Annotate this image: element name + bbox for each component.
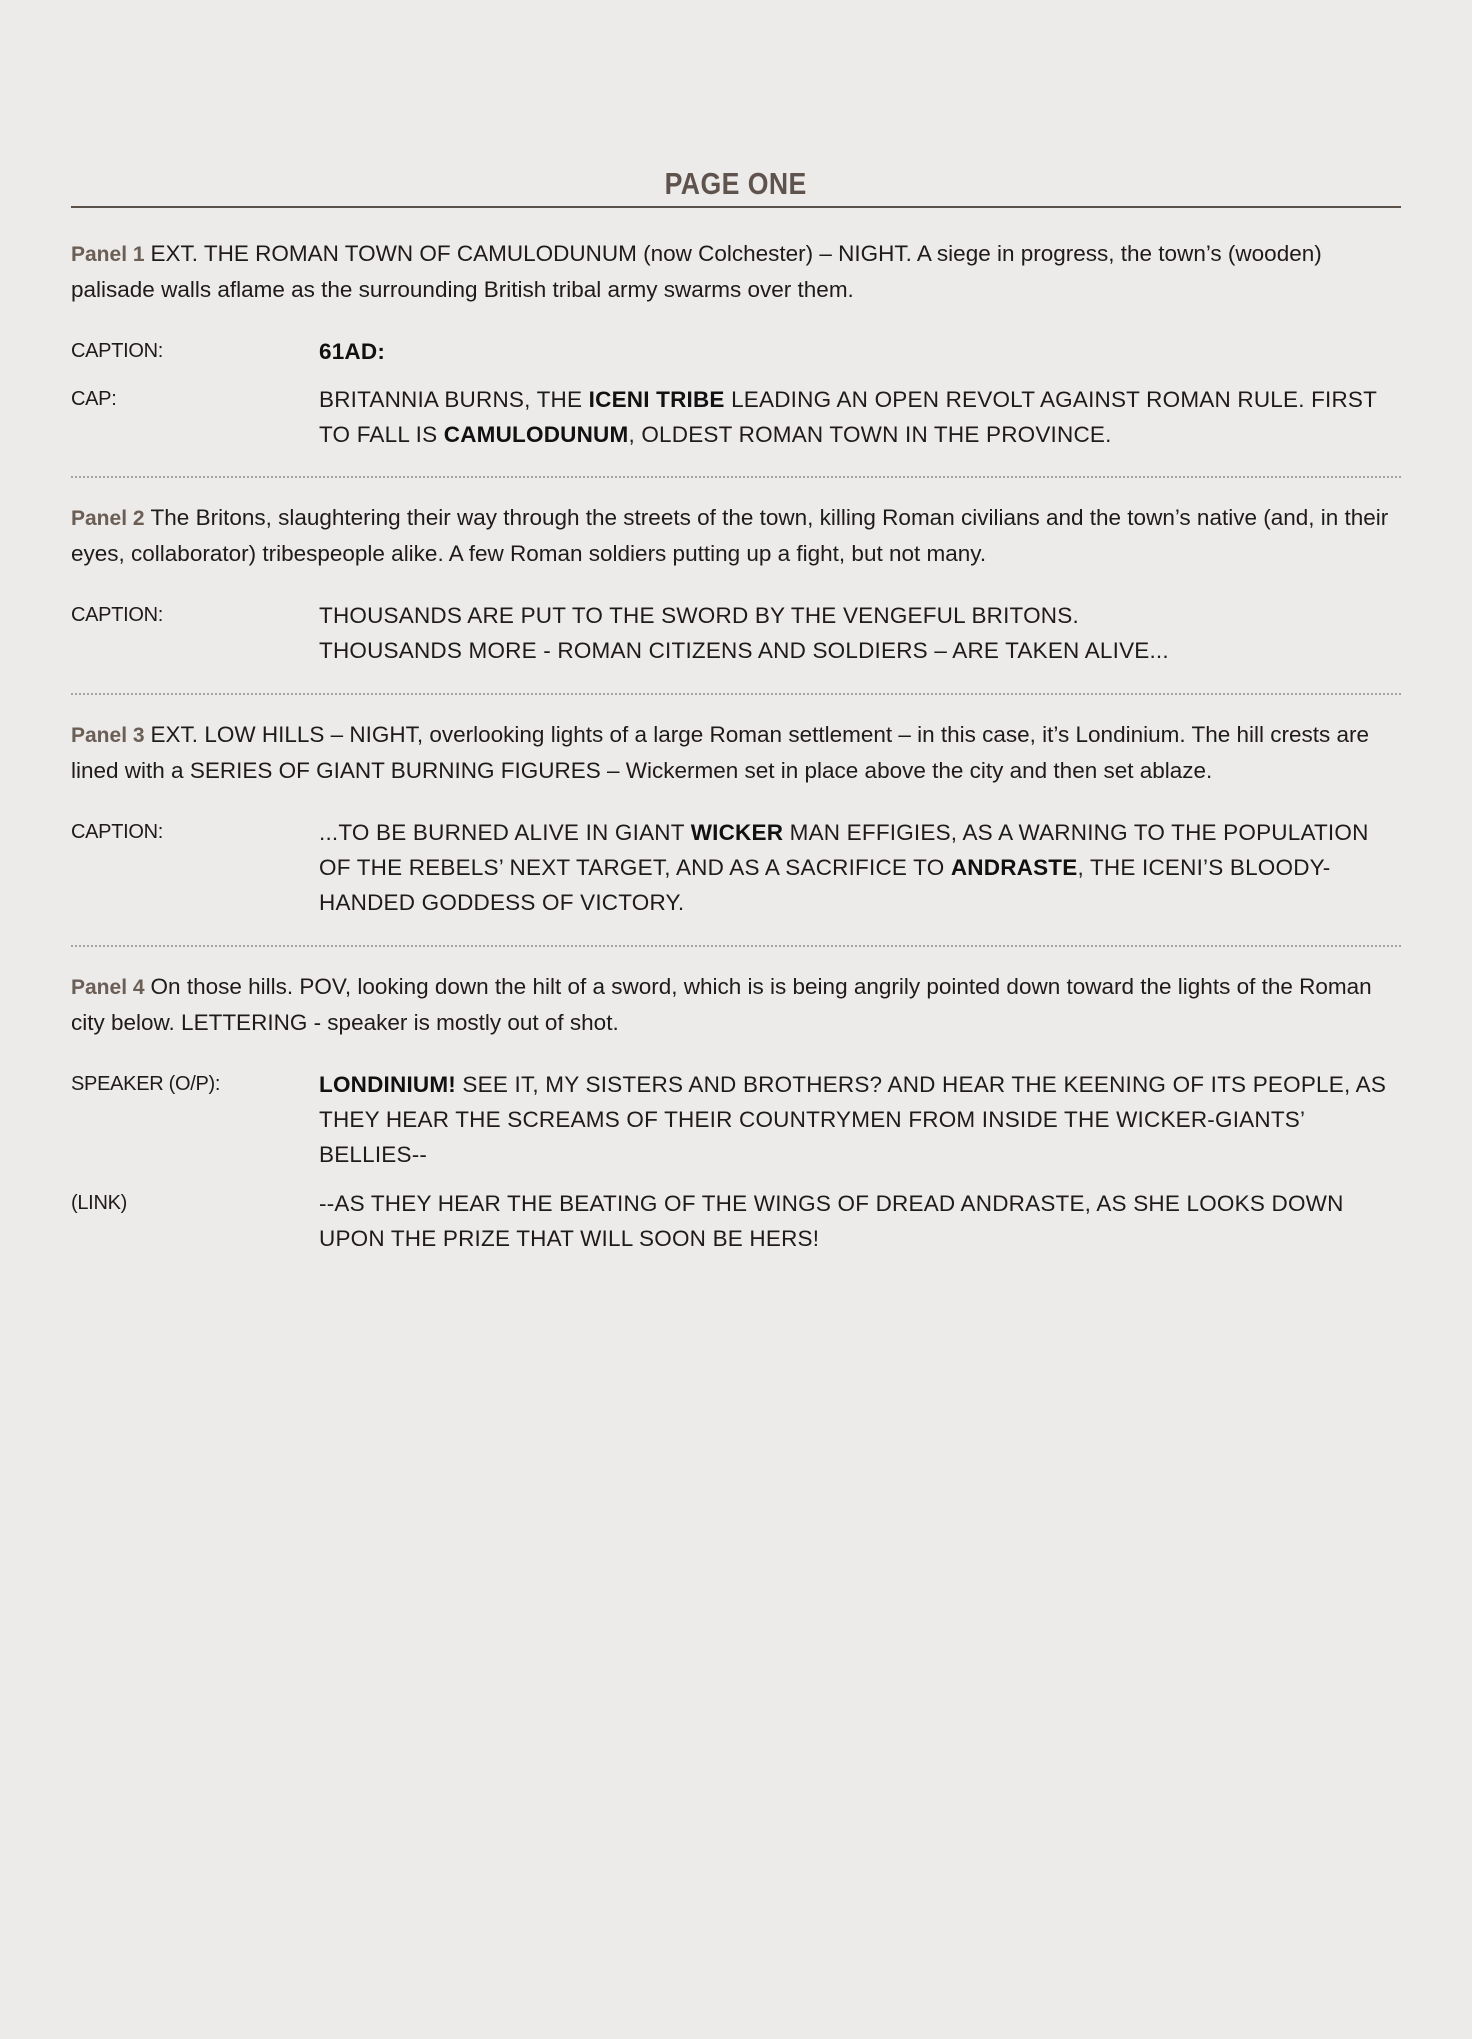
speaker-label: CAP:	[71, 388, 117, 410]
panel-label: Panel 4	[71, 976, 145, 999]
line-text	[319, 815, 1401, 920]
script-line	[71, 382, 1401, 452]
page-title: PAGE ONE	[664, 166, 808, 201]
line-text-part: ...TO BE BURNED ALIVE IN GIANT	[319, 820, 691, 845]
speaker-label: (LINK)	[71, 1192, 127, 1214]
line-text-part: 61AD:	[319, 339, 386, 364]
line-text-part: LONDINIUM!	[319, 1072, 456, 1097]
panel-label: Panel 1	[71, 243, 145, 266]
line-text-part: SEE IT, MY SISTERS AND BROTHERS? AND HEAR THE KEENING OF ITS PEOPLE, AS THEY HEAR THE SCREAMS OF THEIR COUNTRYMEN FROM INSIDE THE WICKER-GIANTS’ BELLIES--	[319, 1072, 1387, 1167]
speaker-label: CAPTION:	[71, 821, 164, 843]
page-header	[71, 164, 1401, 208]
panel-description	[71, 236, 1401, 307]
line-text-part: MAN EFFIGIES, AS A WARNING TO THE POPULATION OF THE REBELS’ NEXT TARGET, AND AS A SACRIFICE TO	[319, 820, 1369, 880]
script-line	[71, 815, 1401, 920]
line-text	[319, 334, 1401, 369]
line-text-part: , OLDEST ROMAN TOWN IN THE PROVINCE.	[628, 422, 1112, 447]
speaker-label: CAPTION:	[71, 340, 164, 362]
line-text	[319, 1186, 1401, 1256]
line-text-part: CAMULODUNUM	[443, 422, 629, 447]
speaker-label: SPEAKER (O/P):	[71, 1073, 221, 1095]
panel-description-text: On those hills. POV, looking down the hilt of a sword, which is is being angrily pointed down toward the lights of the Roman city below. LETTERING - speaker is mostly out of shot.	[71, 974, 1372, 1035]
panel-description	[71, 969, 1401, 1040]
line-text-part: ANDRASTE	[950, 855, 1078, 880]
script-content	[71, 236, 1401, 1256]
script-line	[71, 1186, 1401, 1256]
line-text-part: LEADING AN OPEN REVOLT AGAINST ROMAN RULE. FIRST TO FALL IS	[319, 387, 1377, 447]
panel-description-text: EXT. LOW HILLS – NIGHT, overlooking lights of a large Roman settlement – in this case, it’s Londinium. The hill crests are lined with a SERIES OF GIANT BURNING FIGURES – Wickermen set in place above the city and then set ablaze.	[71, 722, 1370, 783]
line-text-part: THOUSANDS ARE PUT TO THE SWORD BY THE VENGEFUL BRITONS.	[319, 603, 1079, 628]
panel-divider	[71, 693, 1401, 695]
script-line	[71, 334, 1401, 369]
line-text	[319, 1067, 1401, 1172]
panel-description	[71, 500, 1401, 571]
line-text-part: --AS THEY HEAR THE BEATING OF THE WINGS OF DREAD ANDRASTE, AS SHE LOOKS DOWN UPON THE PRIZE THAT WILL SOON BE HERS!	[319, 1191, 1344, 1251]
line-text-part: THOUSANDS MORE - ROMAN CITIZENS AND SOLDIERS – ARE TAKEN ALIVE...	[319, 638, 1169, 663]
panel-divider	[71, 945, 1401, 947]
speaker-label: CAPTION:	[71, 604, 164, 626]
line-text	[319, 598, 1401, 668]
script-line	[71, 598, 1401, 668]
panel-label: Panel 2	[71, 507, 145, 530]
line-text-part: WICKER	[690, 820, 784, 845]
line-text-part: ICENI TRIBE	[588, 387, 725, 412]
line-text	[319, 382, 1401, 452]
line-text-part: BRITANNIA BURNS, THE	[319, 387, 589, 412]
panel-divider	[71, 476, 1401, 478]
panel-description	[71, 717, 1401, 788]
panel-description-text: The Britons, slaughtering their way through the streets of the town, killing Roman civilians and the town’s native (and, in their eyes, collaborator) tribespeople alike. A few Roman soldiers putting up a fight, but not many.	[71, 505, 1389, 566]
panel-label: Panel 3	[71, 724, 145, 747]
panel-description-text: EXT. THE ROMAN TOWN OF CAMULODUNUM (now Colchester) – NIGHT. A siege in progress, the town’s (wooden) palisade walls aflame as the surrounding British tribal army swarms over them.	[71, 241, 1322, 302]
line-text-part: , THE ICENI’S BLOODY-HANDED GODDESS OF VICTORY.	[319, 855, 1331, 915]
script-line	[71, 1067, 1401, 1172]
